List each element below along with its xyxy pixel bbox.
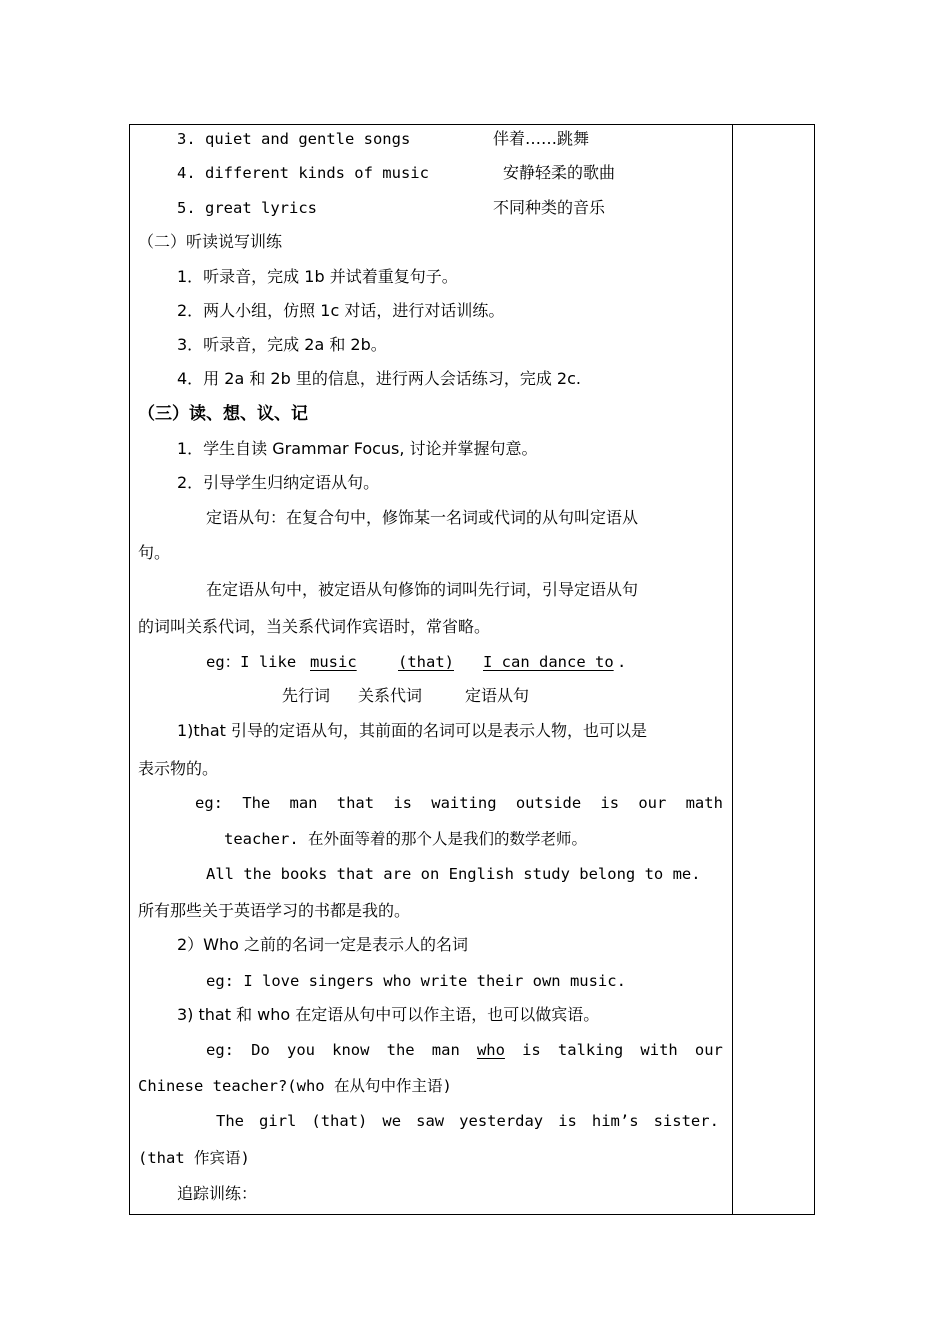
word: The: [242, 794, 271, 812]
tracking-heading: 追踪训练：: [177, 1184, 258, 1203]
label-relative-pronoun: 关系代词: [358, 686, 423, 705]
example-sentence: (that 作宾语): [138, 1149, 250, 1167]
section-heading: （三）读、想、议、记: [138, 404, 308, 424]
vocab-english: different kinds of music: [205, 164, 429, 182]
word: that: [336, 794, 375, 812]
list-item: 2．引导学生归纳定语从句。: [177, 473, 380, 492]
word: is: [393, 794, 412, 812]
example-sentence: All the books that are on English study belong to me.: [206, 865, 701, 883]
list-item: 1．听录音，完成 1b 并试着重复句子。: [177, 267, 458, 286]
word: man: [431, 1041, 460, 1059]
example-sentence: eg: I love singers who write their own music.: [206, 972, 626, 990]
word: him’s: [591, 1112, 639, 1130]
word: our: [638, 794, 667, 812]
word: The: [216, 1112, 244, 1130]
word: waiting: [431, 794, 497, 812]
word: sister.: [653, 1112, 719, 1130]
example-sentence: Chinese teacher?(who 在从句中作主语): [138, 1077, 452, 1095]
word: the: [386, 1041, 415, 1059]
word: eg:: [206, 1041, 234, 1059]
definition-text: 在定语从句中，被定语从句修饰的词叫先行词，引导定语从句: [206, 580, 639, 599]
word: yesterday: [459, 1112, 544, 1130]
rule-text: 3) that 和 who 在定语从句中可以作主语，也可以做宾语。: [177, 1005, 600, 1024]
example-translation: 所有那些关于英语学习的书都是我的。: [138, 901, 411, 920]
vocab-chinese: 伴着……跳舞: [493, 129, 590, 148]
word: Do: [251, 1041, 270, 1059]
vocab-number: 5.: [177, 199, 196, 217]
example-prefix: eg：I like: [206, 653, 297, 671]
example-sentence: [195, 793, 723, 813]
example-period: .: [617, 653, 627, 671]
section-heading: （二）听读说写训练: [138, 232, 283, 251]
label-antecedent: 先行词: [282, 686, 331, 705]
word: eg:: [195, 794, 223, 812]
word: saw: [416, 1112, 445, 1130]
rule-text: 表示物的。: [138, 759, 219, 778]
rule-text: 1)that 引导的定语从句，其前面的名词可以是表示人物，也可以是: [177, 721, 648, 740]
word: is: [600, 794, 620, 812]
word: man: [289, 794, 318, 812]
list-item: 4．用 2a 和 2b 里的信息，进行两人会话练习，完成 2c.: [177, 369, 581, 388]
example-relative-pronoun: (that): [398, 653, 454, 671]
vocab-chinese: 不同种类的音乐: [493, 198, 606, 217]
vocab-number: 3.: [177, 130, 196, 148]
word-underlined: who: [476, 1041, 505, 1059]
example-sentence: [206, 1040, 723, 1060]
word: you: [286, 1041, 315, 1059]
word: with: [640, 1041, 678, 1059]
word: outside: [515, 794, 582, 812]
word: (that): [311, 1112, 368, 1130]
example-sentence: teacher. 在外面等着的那个人是我们的数学老师。: [224, 830, 587, 848]
definition-text: 的词叫关系代词，当关系代词作宾语时，常省略。: [138, 617, 491, 636]
rule-text: 2）Who 之前的名词一定是表示人的名词: [177, 935, 469, 954]
word: our: [694, 1041, 723, 1059]
example-antecedent: music: [310, 653, 357, 671]
word: girl: [259, 1112, 297, 1130]
list-item: 1．学生自读 Grammar Focus, 讨论并掌握句意。: [177, 439, 538, 458]
list-item: 3．听录音，完成 2a 和 2b。: [177, 335, 387, 354]
list-item: 2．两人小组，仿照 1c 对话，进行对话训练。: [177, 301, 505, 320]
word: know: [332, 1041, 370, 1059]
word: is: [558, 1112, 577, 1130]
word: math: [685, 794, 723, 812]
definition-text: 定语从句：在复合句中，修饰某一名词或代词的从句叫定语从: [206, 508, 639, 527]
vocab-english: quiet and gentle songs: [205, 130, 411, 148]
vocab-english: great lyrics: [205, 199, 317, 217]
word: we: [382, 1112, 402, 1130]
word: talking: [557, 1041, 624, 1059]
label-clause: 定语从句: [465, 686, 530, 705]
table-column-divider: [732, 124, 733, 1215]
vocab-number: 4.: [177, 164, 196, 182]
definition-text: 句。: [138, 543, 171, 562]
vocab-chinese: 安静轻柔的歌曲: [503, 163, 616, 182]
word: is: [522, 1041, 541, 1059]
example-sentence: [216, 1111, 719, 1131]
example-clause: I can dance to: [483, 653, 614, 671]
